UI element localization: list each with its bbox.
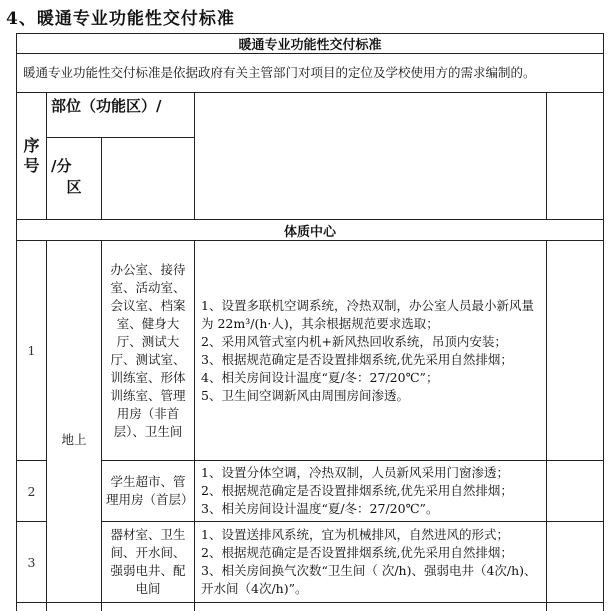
standard-line: 3、相关房间换气次数“卫生间（ 次/h)、强弱电井（4次/h)、开水间（4次/h)”。 xyxy=(201,562,540,598)
standard-line: 2、根据规范确定是否设置排烟系统,优先采用自然排烟； xyxy=(201,544,540,562)
header-blank-remark xyxy=(547,93,604,220)
subarea-header-line-1: /分 xyxy=(51,156,97,177)
standard-line: 1、设置分体空调，冷热双制，人员新风采用门窗渗透； xyxy=(201,464,540,482)
trail-cell xyxy=(195,603,547,611)
standard-cell xyxy=(195,461,547,522)
table-row xyxy=(17,461,604,522)
trail-cell xyxy=(47,603,102,611)
subarea-header-line-2: 区 xyxy=(51,177,97,198)
function-area: 学生超市、管理用房（首层） xyxy=(102,461,195,522)
remark-cell xyxy=(547,461,604,522)
standard-line: 3、根据规范确定是否设置排烟系统,优先采用自然排烟； xyxy=(201,351,540,369)
trail-cell xyxy=(547,603,604,611)
table-intro: 暖通专业功能性交付标准是依据政府有关主管部门对项目的定位及学校使用方的需求编制的。 xyxy=(17,54,604,93)
floor-label: 地上 xyxy=(47,241,102,603)
row-number: 3 xyxy=(17,522,47,603)
remark-cell xyxy=(547,241,604,461)
function-area: 办公室、接待室、活动室、会议室、档案室、健身大厅、测试大厅、测试室、训练室、形体训练室、管理用房（非首层）、卫生间 xyxy=(102,241,195,461)
seq-header xyxy=(17,93,47,220)
section-heading: 4、暖通专业功能性交付标准 xyxy=(6,4,235,29)
standard-cell xyxy=(195,241,547,461)
remark-cell xyxy=(547,522,604,603)
table-row xyxy=(17,522,604,603)
hvac-standard-table xyxy=(16,33,604,611)
standard-line: 4、相关房间设计温度“夏/冬：27/20℃”； xyxy=(201,369,540,387)
area-header: 部位（功能区）/ xyxy=(47,93,195,138)
header-blank-standard xyxy=(195,93,547,220)
seq-header-char-1: 序 xyxy=(21,136,42,156)
standard-line: 2、根据规范确定是否设置排烟系统,优先采用自然排烟； xyxy=(201,482,540,500)
subarea-header xyxy=(47,138,102,220)
standard-line: 2、采用风管式室内机+新风热回收系统，吊顶内安装； xyxy=(201,333,540,351)
function-area: 器材室、卫生间、开水间、强弱电井、配电间 xyxy=(102,522,195,603)
standard-line: 5、卫生间空调新风由周围房间渗透。 xyxy=(201,387,540,405)
standard-line: 3、相关房间设计温度“夏/冬：27/20℃”。 xyxy=(201,500,540,518)
table-row xyxy=(17,241,604,461)
standard-cell xyxy=(195,522,547,603)
seq-header-char-2: 号 xyxy=(21,156,42,176)
section-title: 体质中心 xyxy=(17,220,604,241)
row-number: 2 xyxy=(17,461,47,522)
header-blank-function xyxy=(102,138,195,220)
row-number: 1 xyxy=(17,241,47,461)
table-row-continuation xyxy=(17,603,604,611)
standard-line: 1、设置送排风系统，宜为机械排风，自然进风的形式； xyxy=(201,526,540,544)
trail-cell xyxy=(17,603,47,611)
standard-line: 1、设置多联机空调系统，冷热双制，办公室人员最小新风量为 22m³/(h·人)，其余根据规范要求选取； xyxy=(201,297,540,333)
trail-cell xyxy=(102,603,195,611)
table-title: 暖通专业功能性交付标准 xyxy=(17,34,604,54)
